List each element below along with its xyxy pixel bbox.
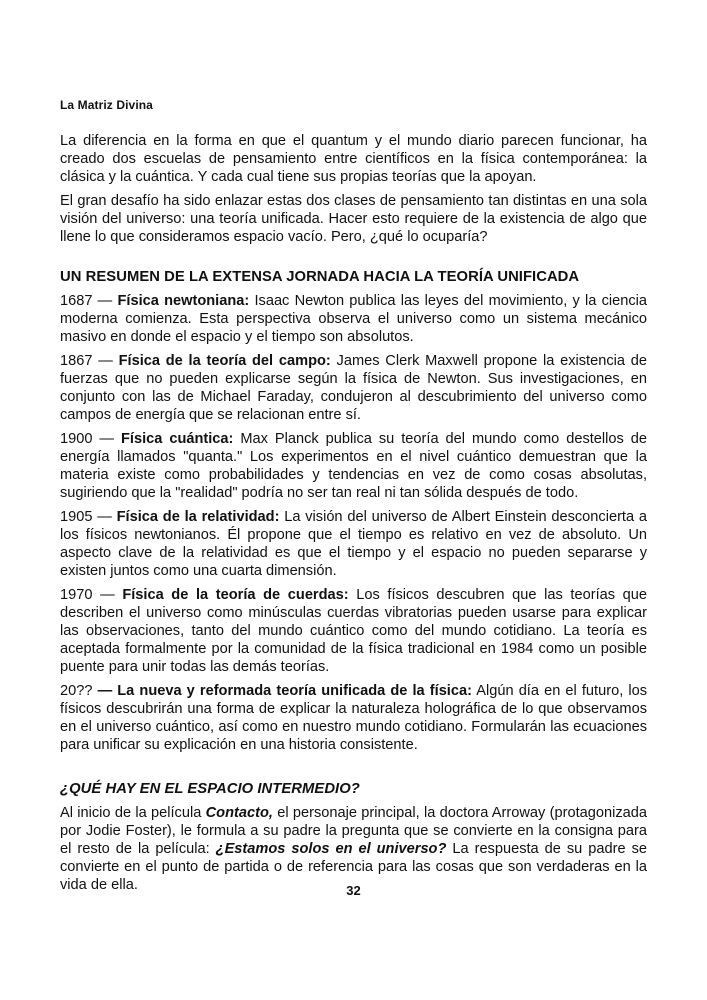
section-heading-intermediate-space: ¿QUÉ HAY EN EL ESPACIO INTERMEDIO? [60, 781, 360, 797]
entry-text: Max Planck publica su teoría del mundo como destellos de energía llamados "quanta." Los experimentos en el nivel cuántico demuestran que la materia existe como probabilidades y tendencias en vez de como cosas absolutas, sugiriendo que la "realidad" podría no ser tan real ni tan sólida después de todo. [60, 431, 648, 501]
entry-text: La visión del universo de Albert Einstein desconcierta a los físicos newtonianos. Él propone que el tiempo es relativo en vez de absoluto. Un aspecto clave de la relatividad es que el tiempo y el espacio no pueden separarse y existen juntos como una cuarta dimensión. [60, 509, 647, 579]
entry-year: 1687 — [60, 293, 118, 309]
timeline-entry-1905 [60, 508, 647, 580]
timeline-entry-future [60, 682, 647, 754]
entry-term: — La nueva y reformada teoría unificada de la física: [97, 683, 472, 699]
running-header: La Matriz Divina [60, 98, 153, 112]
entry-term: Física cuántica: [121, 431, 234, 447]
timeline-entry-1687 [60, 292, 647, 346]
key-question: ¿Estamos solos en el universo? [215, 841, 447, 857]
entry-text: Isaac Newton publica las leyes del movimiento, y la ciencia moderna comienza. Esta perspectiva observa el universo como un sistema mecánico masivo en donde el espacio y el tiempo son absolutos. [60, 293, 648, 345]
entry-year: 20?? [60, 683, 98, 699]
paragraph-text: La respuesta de su padre se convierte en el punto de partida o de referencia para las cosas que son verdaderas en la vida de ella. [60, 841, 647, 893]
paragraph-text: el personaje principal, la doctora Arroway (protagonizada por Jodie Foster), le formula a su padre la pregunta que se convierte en la consigna para el resto de la película: [60, 805, 647, 857]
section-heading-timeline: UN RESUMEN DE LA EXTENSA JORNADA HACIA LA TEORÍA UNIFICADA [60, 269, 580, 285]
page-number: 32 [346, 883, 361, 898]
film-title: Contacto, [205, 805, 273, 821]
timeline-entry-1970 [60, 586, 647, 676]
entry-year: 1900 — [60, 431, 121, 447]
intro-paragraph-2: El gran desafío ha sido enlazar estas dos clases de pensamiento tan distintas en una sola visión del universo: una teoría unificada. Hacer esto requiere de la existencia de algo que llene lo que consideramos espacio vacío. Pero, ¿qué lo ocuparía? [60, 193, 647, 245]
paragraph-text: Al inicio de la película [60, 805, 206, 821]
entry-year: 1905 — [60, 509, 117, 525]
entry-term: Física de la relatividad: [116, 509, 280, 525]
timeline-entry-1867 [60, 352, 647, 424]
entry-year: 1867 — [60, 353, 119, 369]
entry-term: Física newtoniana: [117, 293, 250, 309]
body-text [60, 132, 647, 900]
intro-paragraph-1: La diferencia en la forma en que el quantum y el mundo diario parecen funcionar, ha creado dos escuelas de pensamiento entre científicos en la física contemporánea: la clásica y la cuántica. Y cada cual tiene sus propias teorías que la apoyan. [60, 133, 647, 185]
contact-paragraph [60, 804, 647, 894]
entry-term: Física de la teoría de cuerdas: [122, 587, 349, 603]
timeline-entry-1900 [60, 430, 647, 502]
entry-term: Física de la teoría del campo: [118, 353, 331, 369]
entry-text: Los físicos descubren que las teorías que describen el universo como minúsculas cuerdas vibratorias pueden usarse para explicar las observaciones, tanto del mundo cuántico como del mundo cotidiano. La teoría es aceptada formalmente por la comunidad de la física tradicional en 1984 como un posible puente para unir todas las demás teorías. [60, 587, 648, 675]
entry-text: James Clerk Maxwell propone la existencia de fuerzas que no pueden explicarse según la física de Newton. Sus investigaciones, en conjunto con las de Michael Faraday, condujeron al descubrimiento del universo como campos de energía que se relacionan entre sí. [60, 353, 647, 423]
entry-year: 1970 — [60, 587, 123, 603]
entry-text: Algún día en el futuro, los físicos descubrirán una forma de explicar la naturaleza holográfica de lo que observamos en el universo cuántico, así como en nuestro mundo cotidiano. Formularán las ecuaciones para unificar su explicación en una historia consistente. [60, 683, 647, 753]
